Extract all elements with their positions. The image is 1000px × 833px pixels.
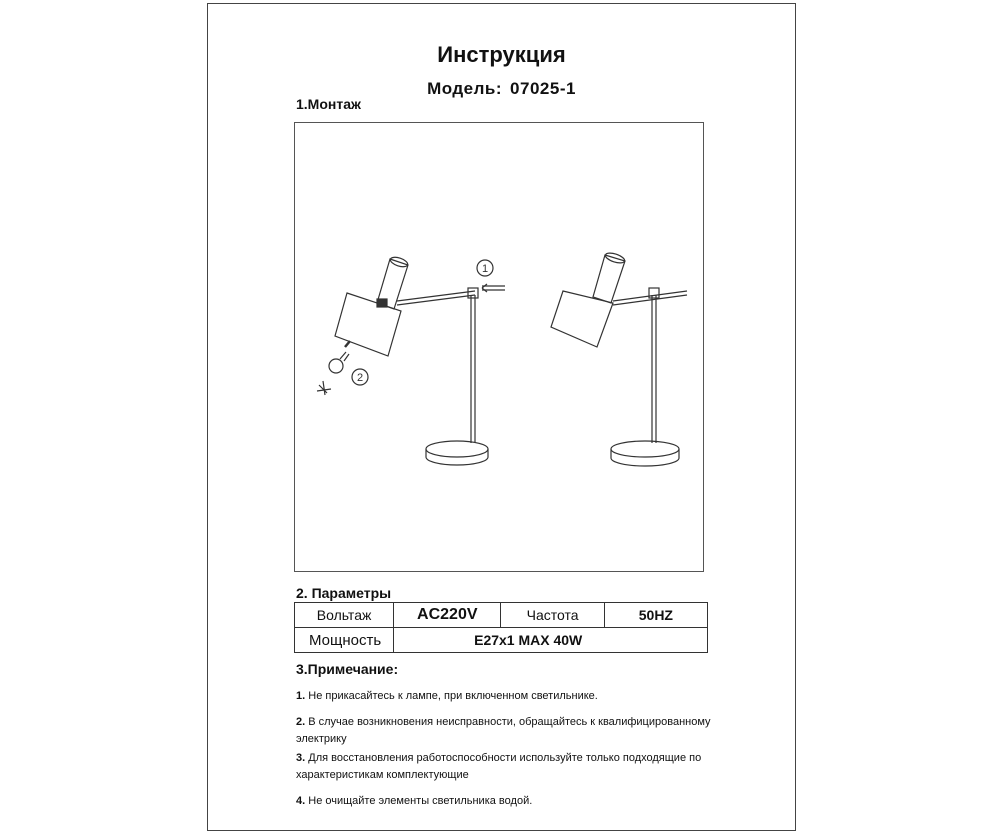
right-lamp-shade — [551, 291, 613, 347]
left-lamp-exploded — [317, 255, 505, 465]
note-item: 3. Для восстановления работоспособности используйте только подходящие по характеристикам комплектующие — [296, 752, 702, 781]
frequency-label: Частота — [501, 603, 604, 628]
note-item: 4. Не очищайте элементы светильника водой. — [296, 795, 533, 807]
left-lamp-joint — [468, 288, 478, 298]
right-lamp-assembled — [551, 251, 687, 466]
voltage-value: AC220V — [394, 603, 501, 628]
instruction-sheet — [207, 3, 796, 831]
bulb-screw-icon — [345, 341, 350, 347]
assembly-figure — [294, 122, 704, 572]
section-parameters-heading: 2. Параметры — [296, 585, 392, 601]
power-value: E27x1 MAX 40W — [394, 628, 708, 653]
section-mounting-heading: 1.Монтаж — [296, 96, 361, 112]
frequency-value: 50HZ — [604, 603, 707, 628]
notes-list — [296, 688, 716, 812]
parameters-table — [294, 602, 708, 653]
model-number: 07025-1 — [510, 79, 576, 98]
note-item: 2. В случае возникновения неисправности, обращайтесь к квалифицированному электрику — [296, 716, 711, 745]
note-item: 1. Не прикасайтесь к лампе, при включенном светильнике. — [296, 690, 598, 702]
parameters-row-voltage — [295, 603, 708, 628]
voltage-label: Вольтаж — [295, 603, 394, 628]
document-title: Инструкция — [437, 42, 566, 67]
bulb-icon — [329, 359, 343, 373]
parameters-row-power — [295, 628, 708, 653]
power-label: Мощность — [295, 628, 394, 653]
step2-marker-label: 2 — [356, 372, 364, 384]
assembly-diagram — [295, 123, 703, 571]
right-lamp-socket — [593, 255, 625, 303]
rotate-arrow-icon — [317, 381, 331, 395]
right-lamp-base — [611, 441, 679, 457]
section-notes-heading: 3.Примечание: — [296, 661, 399, 677]
step1-marker-label: 1 — [481, 263, 489, 275]
model-label: Модель: — [427, 79, 503, 98]
left-lamp-base — [426, 441, 488, 457]
